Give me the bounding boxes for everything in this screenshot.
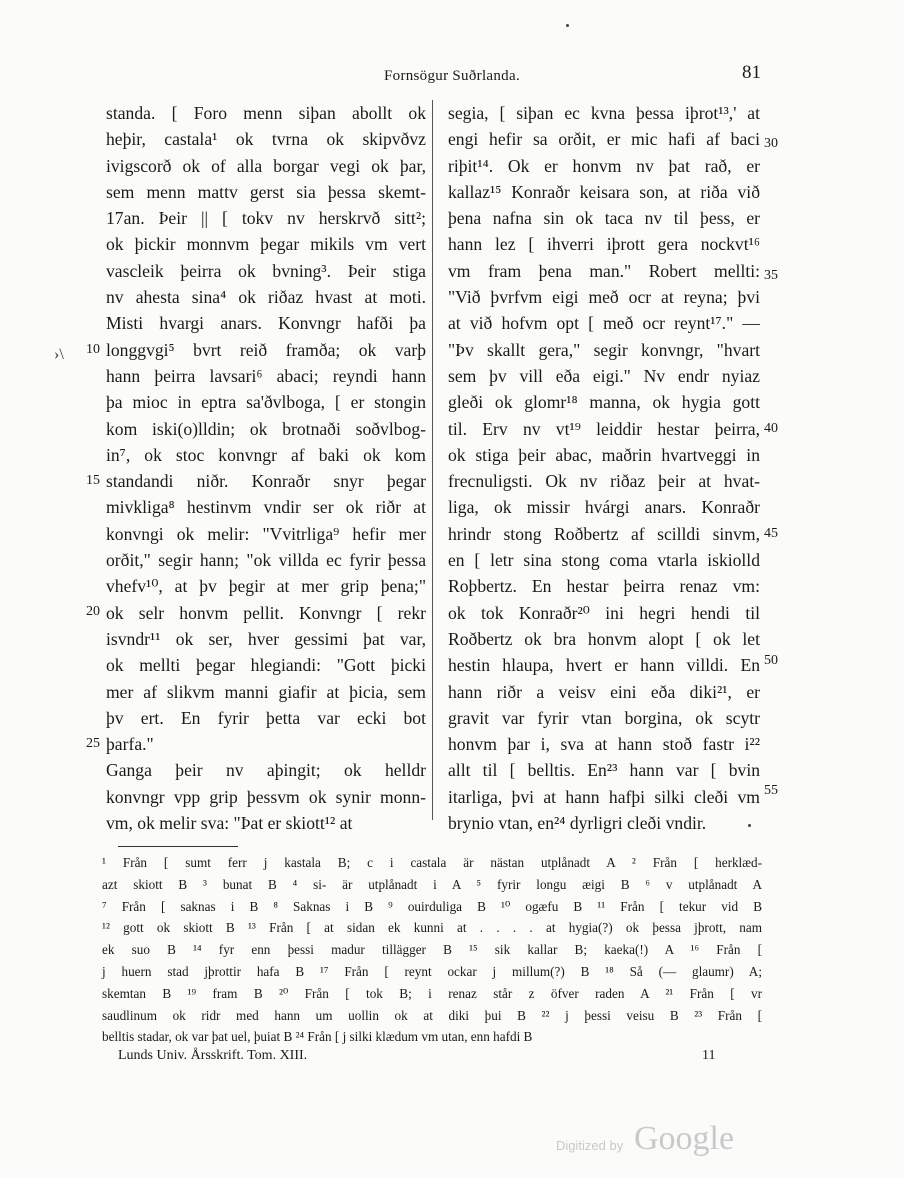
text-line: gleði ok glomr¹⁸ manna, ok hygia gott	[448, 392, 760, 413]
line-number: 55	[764, 783, 778, 798]
footnotes	[102, 852, 762, 1048]
line-number: 30	[764, 136, 778, 151]
text-line: ok tok Konraðr²⁰ ini hegri hendi til	[448, 602, 760, 623]
digitization-watermark	[556, 1120, 756, 1162]
text-line: vascleik þeirra ok bvning³. Þeir stiga	[106, 260, 426, 281]
text-line: Misti hvargi anars. Konvngr hafði þa	[106, 313, 426, 334]
text-line: heþir, castala¹ ok tvrna ok skipvðvz	[106, 129, 426, 150]
scan-speck	[566, 24, 569, 27]
footnote-rule	[118, 846, 238, 847]
text-line: konvngi ok melir: "Vvitrliga⁹ hefir mer	[106, 523, 426, 544]
text-line: hann lez [ ihverri iþrott gera nockvt¹⁶	[448, 234, 760, 255]
text-line: hestin hlaupa, hvert er hann villdi. En	[448, 655, 760, 676]
text-line: Roþbertz. En hestar þeirra renaz vm:	[448, 576, 760, 597]
text-line: azt skiott B ³ bunat B ⁴ si- är utplånadt i A ⁵ fyrir longu æigi B ⁶ v utplånadt A	[102, 876, 762, 892]
text-line: ok mellti þegar hlegiandi: "Gott þicki	[106, 655, 426, 676]
text-line: gravit var fyrir vtan borgina, ok scytr	[448, 707, 760, 728]
line-number: 10	[86, 342, 100, 357]
text-line: þa mioc in eptra sa'ðvlboga, [ er stongin	[106, 392, 426, 413]
line-number: 15	[86, 473, 100, 488]
column-divider	[432, 100, 433, 820]
text-line: sem þv vill eða eigi." Nv endr nyiaz	[448, 365, 760, 386]
text-line: allt til [ belltis. En²³ hann var [ bvin	[448, 760, 760, 781]
signature-mark: 11	[702, 1048, 716, 1063]
text-line: Roðbertz ok bra honvm alopt [ ok let	[448, 628, 760, 649]
text-line: mer af slikvm manni giafir at þicia, sem	[106, 681, 426, 702]
text-line: hann riðr a veisv eini eða diki²¹, er	[448, 681, 760, 702]
text-line: "Við þvrfvm eigi með ocr at reyna; þvi	[448, 287, 760, 308]
text-line: til. Erv nv vt¹⁹ leiddir hestar þeirra,	[448, 418, 760, 439]
right-column	[448, 100, 760, 836]
text-line: liga, ok missir hvárgi anars. Konraðr	[448, 497, 760, 518]
margin-annotation-mark: ›\	[54, 346, 64, 363]
text-line: standandi niðr. Konraðr snyr þegar	[106, 471, 426, 492]
text-line: ivigscorð ok of alla borgar vegi ok þar,	[106, 155, 426, 176]
text-line: mivkliga⁸ hestinvm vndir ser ok riðr at	[106, 497, 426, 518]
text-line: j huern stad jþrottir hafa B ¹⁷ Från [ reynt ockar j millum(?) B ¹⁸ Så (— glaumr) A;	[102, 963, 762, 979]
scan-speck	[748, 824, 751, 827]
text-line: ok selr honvm pellit. Konvngr [ rekr	[106, 602, 426, 623]
text-line: in⁷, ok stoc konvngr af baki ok kom	[106, 444, 426, 465]
line-number: 35	[764, 268, 778, 283]
text-line: frecnuligsti. Ok nv riðaz þeir at hvat-	[448, 471, 760, 492]
text-line: longgvgi⁵ bvrt reið framða; ok varþ	[106, 339, 426, 360]
text-line: sem menn mattv gerst sia þessa skemt-	[106, 181, 426, 202]
text-line: standa. [ Foro menn siþan abollt ok	[106, 103, 426, 123]
text-line: hrindr stong Roðbertz af scilldi sinvm,	[448, 523, 760, 544]
text-line: kom iski(o)lldin; ok brotnaði soðvlbog-	[106, 418, 426, 439]
text-line: hann þeirra lavsari⁶ abaci; reyndi hann	[106, 365, 426, 386]
text-line: at við hofvm opt [ með ocr reynt¹⁷." —	[448, 313, 760, 334]
text-line: kallaz¹⁵ Konraðr keisara son, at riða við	[448, 181, 760, 202]
text-line: ¹² gott ok skiott B ¹³ Från [ at sidan ek kunni at . . . . at hygia(?) ok þessa jþrott, nam	[102, 920, 762, 936]
text-line: þv ert. En fyrir þetta var ecki bot	[106, 707, 426, 728]
text-line: isvndr¹¹ ok ser, hver gessimi þat var,	[106, 628, 426, 649]
text-line: engi hefir sa orðit, er mic hafi af baci	[448, 129, 760, 150]
running-header: Fornsögur Suðrlanda.	[384, 68, 520, 84]
text-line: þena nafna sin ok taca nv til þess, er	[448, 208, 760, 229]
text-line: 17an. Þeir || [ tokv nv herskrvð sitt²;	[106, 208, 426, 229]
text-line: saudlinum ok ridr med hann um uollin ok at diki þui B ²² j þessi veisu B ²³ Från [	[102, 1007, 762, 1023]
text-line: skemtan B ¹⁹ fram B ²⁰ Från [ tok B; i renaz står z öfver raden A ²¹ Från [ vr	[102, 985, 762, 1001]
text-line: ok stiga þeir abac, maðrin hvartveggi in	[448, 444, 760, 465]
text-line: orðit," segir hann; "ok villda ec fyrir þessa	[106, 550, 426, 571]
text-line: Ganga þeir nv aþingit; ok helldr	[106, 760, 426, 781]
text-line: ¹ Från [ sumt ferr j kastala B; c i castala är nästan utplånadt A ² Från [ herklæd-	[102, 855, 762, 870]
watermark-brand: Google	[634, 1120, 735, 1157]
text-line: vm, ok melir sva: "Þat er skiott¹² at	[106, 813, 353, 834]
text-line: honvm þar i, sva at hann stoð fastr i²²	[448, 734, 760, 755]
line-number: 45	[764, 526, 778, 541]
text-line: riþit¹⁴. Ok er honvm nv þat rað, er	[448, 155, 760, 176]
watermark-prefix: Digitized by	[556, 1138, 624, 1153]
line-number: 20	[86, 604, 100, 619]
line-number: 40	[764, 421, 778, 436]
text-line: ek suo B ¹⁴ fyr enn þessi madur tillägger B ¹⁵ sik kallar B; kaeka(!) A ¹⁶ Från [	[102, 942, 762, 958]
text-line: ok þickir monnvm þegar mikils vm vert	[106, 234, 426, 255]
text-line: ⁷ Från [ saknas i B ⁸ Saknas i B ⁹ ouirduliga B ¹⁰ ogæfu B ¹¹ Från [ tekur vid B	[102, 898, 762, 914]
text-line: konvngr vpp grip þessvm ok synir monn-	[106, 786, 426, 807]
text-line: brynio vtan, en²⁴ dyrligri cleði vndir.	[448, 813, 707, 834]
text-line: "Þv skallt gera," segir konvngr, "hvart	[448, 339, 760, 360]
text-line: þarfa."	[106, 734, 154, 755]
text-line: vhefv¹⁰, at þv þegir at mer grip þena;"	[106, 576, 426, 597]
text-line: vm fram þena man." Robert mellti:	[448, 260, 760, 281]
left-column	[106, 100, 426, 836]
text-line: segia, [ siþan ec kvna þessa iþrot¹³,' at	[448, 103, 760, 123]
line-number: 25	[86, 736, 100, 751]
page-number: 81	[742, 62, 761, 83]
text-line: belltis stadar, ok var þat uel, þuiat B ²⁴ Från [ j silki klædum vm utan, enn hafdi B	[102, 1029, 533, 1045]
publication-footer: Lunds Univ. Årsskrift. Tom. XIII.	[118, 1048, 308, 1063]
line-number: 50	[764, 653, 778, 668]
text-line: en [ letr sina stong coma vtarla iskiolld	[448, 550, 760, 571]
text-line: nv ahesta sina⁴ ok riðaz hvast at moti.	[106, 287, 426, 308]
text-line: itarliga, þvi at hann hafþi silki cleði vm	[448, 786, 760, 807]
